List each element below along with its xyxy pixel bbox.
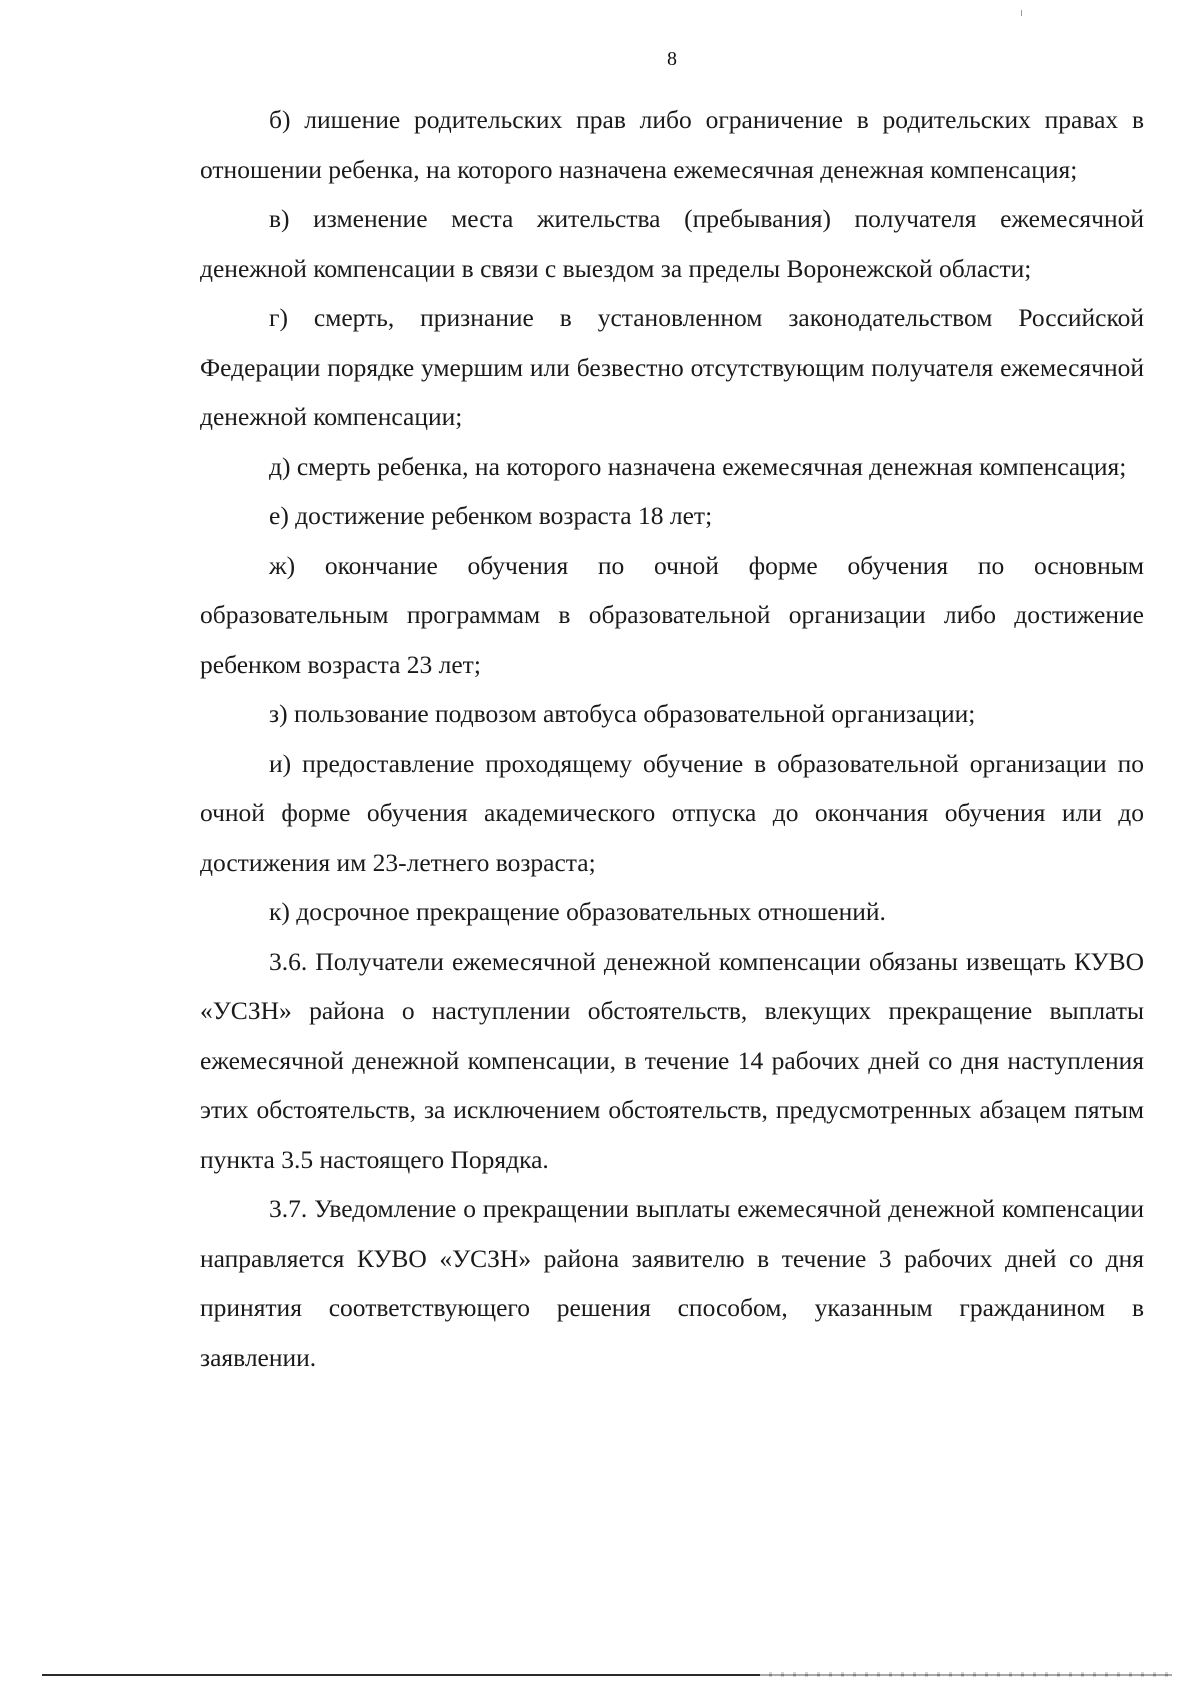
clause-3-7: 3.7. Уведомление о прекращении выплаты ежемесячной денежной компенсации направляется КУВО «УСЗН» района заявителю в течение 3 рабочих дней со дня принятия соответствующего решения способом, указанным гражданином в заявлении. [200, 1194, 1144, 1372]
paragraph-v: в) изменение места жительства (пребывания) получателя ежемесячной денежной компенсации в связи с выездом за пределы Воронежской области; [200, 204, 1144, 283]
paragraph-e: е) достижение ребенком возраста 18 лет; [269, 501, 713, 530]
scan-mark [1021, 10, 1022, 16]
paragraph-k: к) досрочное прекращение образовательных отношений. [269, 897, 886, 926]
page-number-text: 8 [667, 48, 677, 70]
footer-rule-scan-noise [760, 1672, 1172, 1677]
paragraph-g: г) смерть, признание в установленном законодательством Российской Федерации порядке умершим или безвестно отсутствующим получателя ежемесячной денежной компенсации; [200, 303, 1144, 431]
paragraph-zh: ж) окончание обучения по очной форме обучения по основным образовательным программам в образовательной организации либо достижение ребенком возраста 23 лет; [200, 550, 1144, 679]
paragraph-b: б) лишение родительских прав либо ограничение в родительских правах в отношении ребенка, на которого назначена ежемесячная денежная компенсация; [200, 105, 1144, 184]
paragraph-i: и) предоставление проходящему обучение в образовательной организации по очной форме обучения академического отпуска до окончания обучения или до достижения им 23-летнего возраста; [200, 748, 1144, 877]
clause-3-6: 3.6. Получатели ежемесячной денежной компенсации обязаны извещать КУВО «УСЗН» района о наступлении обстоятельств, влекущих прекращение выплаты ежемесячной денежной компенсации, в течение 14 рабочих дней со дня наступления этих обстоятельств, за исключением обстоятельств, предусмотренных абзацем пятым пункта 3.5 настоящего Порядка. [200, 946, 1144, 1174]
document-body [200, 95, 1144, 1382]
paragraph-z: з) пользование подвозом автобуса образовательной организации; [269, 699, 976, 728]
paragraph-d: д) смерть ребенка, на которого назначена ежемесячная денежная компенсация; [269, 451, 1127, 481]
